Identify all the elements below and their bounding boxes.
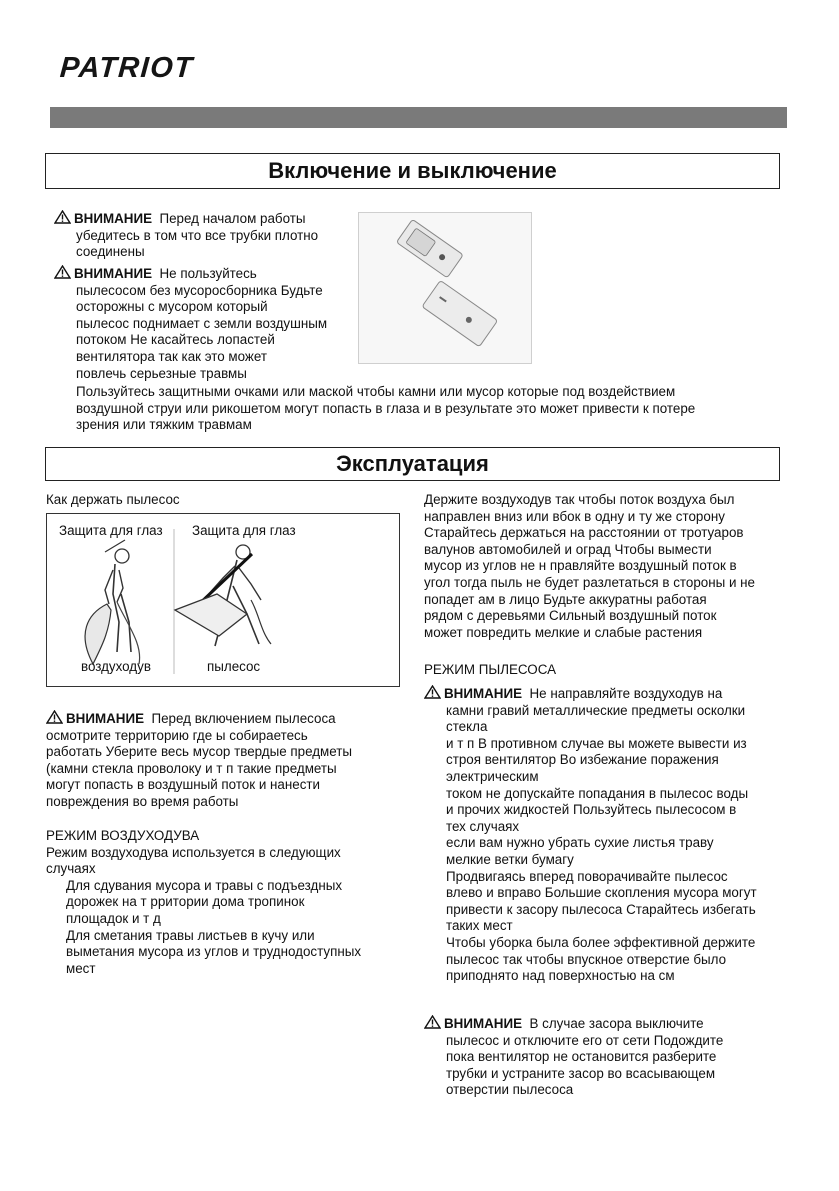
warning-text: работать Уберите весь мусор твердые предметы — [46, 744, 353, 760]
list-item-line: Для сдувания мусора и травы с подъездных — [66, 877, 343, 893]
warning-icon — [54, 210, 71, 224]
warning-text: (камни стекла проволоку и т п такие предметы — [46, 760, 337, 776]
paragraph-line: воздушной струи или рикошетом могут попасть в глаза и в результате это может привести к потере — [76, 400, 696, 416]
warning-text: потоком Не касайтесь лопастей — [76, 332, 275, 348]
warning-text: соединены — [76, 244, 145, 260]
warning-label: ВНИМАНИЕ — [444, 1016, 523, 1031]
warning-text: вентилятора так как это может — [76, 348, 267, 364]
warning-text: пылесосом без мусоросборника Будьте — [76, 282, 323, 298]
paragraph-line: зрения или тяжким травмам — [76, 417, 252, 433]
warning-label: ВНИМАНИЕ — [74, 211, 153, 226]
warning-text: строя вентилятор Во избежание поражения — [446, 752, 719, 768]
paragraph-line: рядом с деревьями Сильный воздушный поток — [424, 608, 717, 624]
figure-caption-vacuum: пылесос — [207, 659, 261, 674]
list-item-line: мест — [66, 960, 96, 976]
warning-icon — [54, 265, 71, 279]
paragraph-line: Старайтесь держаться на расстоянии от тротуаров — [424, 525, 744, 541]
warning-text: приподнято над поверхностью на см — [446, 968, 675, 984]
warning-clog — [424, 1015, 784, 1099]
figure-label-left: Защита для глаз — [59, 523, 163, 538]
warning-tubes — [54, 210, 354, 261]
warning-vacuum-mode — [424, 685, 784, 985]
paragraph-line: Держите воздуходув так чтобы поток воздуха был — [424, 492, 735, 507]
warning-text: пылесос поднимает с земли воздушным — [76, 315, 328, 331]
goggles-note — [76, 384, 786, 434]
paragraph-line: валунов автомобилей и оград Чтобы вымести — [424, 541, 712, 557]
section-title-power — [45, 153, 780, 189]
warning-label: ВНИМАНИЕ — [444, 686, 523, 701]
warning-text: осмотрите территорию где ы собираетесь — [46, 727, 308, 743]
paragraph-line: Режим воздуходува используется в следующих — [46, 844, 341, 860]
paragraph-line: попадет ам в лицо Будьте аккуратны работая — [424, 591, 707, 607]
paragraph-line: направлен вниз или вбок в одну и ту же сторону — [424, 508, 725, 524]
figure-label-right: Защита для глаз — [192, 523, 296, 538]
list-item-line: площадок и т д — [66, 910, 161, 926]
list-item-line: дорожек на т рритории дома тропинок — [66, 894, 305, 910]
warning-text: Чтобы уборка была более эффективной держите — [446, 934, 756, 950]
warning-text: пылесос так чтобы впускное отверстие было — [446, 951, 727, 967]
header-bar — [50, 107, 787, 128]
warning-text: влево и вправо Большие скопления мусора могут — [446, 885, 757, 901]
paragraph-line: угол тогда пыль не будет разлетаться в стороны и не — [424, 574, 756, 590]
list-item-line: Для сметания травы листьев в кучу или — [66, 927, 315, 943]
warning-text: Продвигаясь вперед поворачивайте пылесос — [446, 868, 728, 884]
warning-text: убедитесь в том что все трубки плотно — [76, 227, 319, 243]
warning-text: тех случаях — [446, 818, 520, 834]
holding-figure — [46, 513, 400, 687]
warning-no-bag — [54, 265, 354, 382]
warning-text: пылесос и отключите его от сети Подождите — [446, 1032, 724, 1048]
warning-label: ВНИМАНИЕ — [66, 711, 145, 726]
blower-mode-title: РЕЖИМ ВОЗДУХОДУВА — [46, 828, 200, 843]
warning-icon — [46, 710, 63, 724]
warning-text: электрическим — [446, 768, 539, 784]
warning-text: отверстии пылесоса — [446, 1082, 574, 1098]
warning-text: Не пользуйтесь — [159, 266, 257, 281]
paragraph-line: мусор из углов не н правляйте воздушный поток в — [424, 558, 737, 574]
warning-text: если вам нужно убрать сухие листья траву — [446, 835, 714, 851]
warning-text: и прочих жидкостей Пользуйтесь пылесосом в — [446, 802, 737, 818]
warning-inspect-area — [46, 710, 391, 811]
warning-text: повлечь серьезные травмы — [76, 365, 247, 381]
blower-usage-text — [424, 492, 784, 641]
brand-logo: PATRIOT — [58, 52, 195, 84]
switch-illustration — [358, 212, 532, 364]
warning-icon — [424, 1015, 441, 1029]
warning-text: В случае засора выключите — [529, 1016, 704, 1031]
warning-icon — [424, 685, 441, 699]
section-title-power-text: Включение и выключение — [268, 158, 557, 183]
warning-text: Не направляйте воздуходув на — [529, 686, 723, 701]
warning-text: Перед началом работы — [159, 211, 306, 226]
warning-label: ВНИМАНИЕ — [74, 266, 153, 281]
power-switch-icon — [359, 213, 531, 363]
list-item — [46, 878, 396, 928]
figure-caption-blower: воздуходув — [81, 659, 151, 674]
section-title-operation — [45, 447, 780, 481]
list-item — [46, 928, 396, 978]
vacuum-mode-title: РЕЖИМ ПЫЛЕСОСА — [424, 662, 557, 677]
paragraph-line: случаях — [46, 861, 96, 877]
warning-text: таких мест — [446, 918, 513, 934]
blower-mode-section — [46, 828, 396, 977]
hold-title: Как держать пылесос — [46, 492, 180, 507]
warning-text: мелкие ветки бумагу — [446, 851, 574, 867]
paragraph-line: может повредить мелкие и слабые растения — [424, 624, 703, 640]
list-item-line: выметания мусора из углов и труднодоступных — [66, 944, 362, 960]
warning-text: и т п В противном случае вы можете вывести из — [446, 735, 747, 751]
warning-text: пока вентилятор не остановится разберите — [446, 1049, 717, 1065]
warning-text: трубки и устраните засор во всасывающем — [446, 1065, 716, 1081]
warning-text: током не допускайте попадания в пылесос воды — [446, 785, 749, 801]
warning-text: могут попасть в воздушный поток и нанести — [46, 777, 321, 793]
warning-text: повреждения во время работы — [46, 793, 239, 809]
warning-text: осторожны с мусором который — [76, 299, 268, 315]
warning-text: стекла — [446, 719, 488, 735]
warning-text: привести к засору пылесоса Старайтесь избегать — [446, 901, 756, 917]
warning-text: Перед включением пылесоса — [151, 711, 336, 726]
section-title-operation-text: Эксплуатация — [336, 451, 489, 476]
warning-text: камни гравий металлические предметы осколки — [446, 702, 746, 718]
paragraph-line: Пользуйтесь защитными очками или маской чтобы камни или мусор которые под воздействием — [76, 384, 676, 399]
